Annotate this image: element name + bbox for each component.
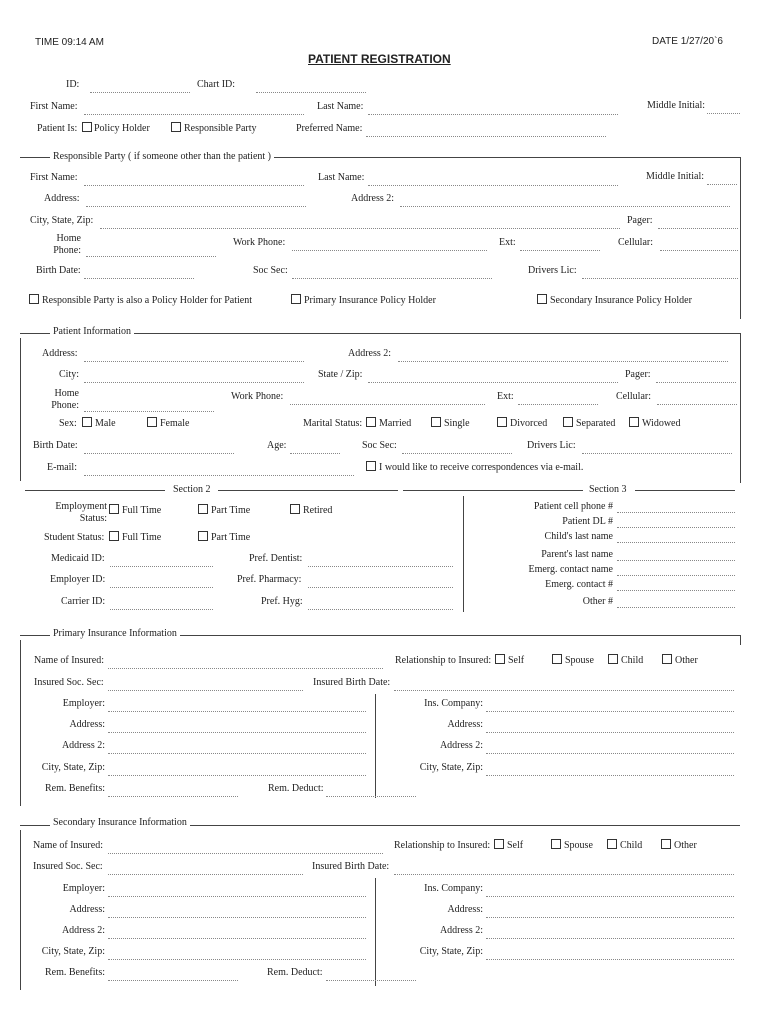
section-divider: [463, 496, 464, 612]
married-label: Married: [379, 418, 412, 429]
age-label: Age:: [267, 440, 287, 451]
info-ext-label: Ext:: [497, 391, 514, 402]
chart-id-label: Chart ID:: [197, 79, 236, 90]
pri-ins-company-label: Ins. Company:: [424, 698, 483, 709]
sec-city-state-zip-field[interactable]: [108, 959, 366, 960]
rp-primary-policy-checkbox[interactable]: [291, 294, 301, 304]
sex-label: Sex:: [59, 418, 77, 429]
sec-name-of-insured-field[interactable]: [108, 853, 383, 854]
pri-rem-benefits-field[interactable]: [108, 796, 238, 797]
patient-cell-label: Patient cell phone #: [533, 501, 613, 512]
info-pager-label: Pager:: [625, 369, 651, 380]
sec-other-checkbox[interactable]: [661, 839, 671, 849]
rp-primary-policy-label: Primary Insurance Policy Holder: [304, 295, 436, 306]
email-consent-label: I would like to receive correspondences via e-mail.: [379, 462, 584, 473]
employment-full-time-label: Full Time: [122, 505, 162, 516]
pri-name-of-insured-field[interactable]: [108, 668, 383, 669]
info-address2-label: Address 2:: [348, 348, 392, 359]
sec-insured-birth-date-field[interactable]: [394, 874, 734, 875]
sec-insured-soc-sec-label: Insured Soc. Sec:: [33, 861, 103, 872]
section2-left-line: [25, 490, 165, 491]
pri-city-state-zip-field[interactable]: [108, 775, 366, 776]
info-soc-sec-field[interactable]: [402, 453, 512, 454]
female-checkbox[interactable]: [147, 417, 157, 427]
info-home-label: Home: [54, 388, 79, 399]
married-checkbox[interactable]: [366, 417, 376, 427]
rp-birth-date-field[interactable]: [84, 278, 194, 279]
sec-city-state-zip-label: City, State, Zip:: [41, 946, 105, 957]
male-label: Male: [95, 418, 116, 429]
info-state-zip-field[interactable]: [368, 382, 618, 383]
pri-address-label: Address:: [69, 719, 105, 730]
preferred-name-field[interactable]: [366, 136, 606, 137]
section3-left-line: [403, 490, 583, 491]
patient-dl-field[interactable]: [617, 527, 735, 528]
responsible-party-label: Responsible Party: [184, 123, 257, 134]
emerg-contact-num-label: Emerg. contact #: [545, 579, 613, 590]
sec-name-of-insured-label: Name of Insured:: [33, 840, 103, 851]
last-name-field[interactable]: [368, 114, 618, 115]
pri-insured-birth-date-field[interactable]: [394, 690, 734, 691]
student-full-time-checkbox[interactable]: [109, 531, 119, 541]
rp-drivers-lic-field[interactable]: [582, 278, 738, 279]
rp-phone-label: Phone:: [53, 245, 81, 256]
info-work-phone-field[interactable]: [290, 404, 485, 405]
info-address-label: Address:: [42, 348, 78, 359]
pri-spouse-checkbox[interactable]: [552, 654, 562, 664]
emerg-contact-num-field[interactable]: [617, 590, 735, 591]
info-state-zip-label: State / Zip:: [318, 369, 363, 380]
sec-insured-soc-sec-field[interactable]: [108, 874, 303, 875]
pref-pharmacy-label: Pref. Pharmacy:: [237, 574, 302, 585]
other-number-field[interactable]: [617, 607, 735, 608]
rp-secondary-policy-label: Secondary Insurance Policy Holder: [550, 295, 692, 306]
rp-soc-sec-field[interactable]: [292, 278, 492, 279]
student-full-time-label: Full Time: [122, 532, 162, 543]
info-cellular-field[interactable]: [657, 404, 737, 405]
sec-self-label: Self: [507, 840, 524, 851]
sec-address-field[interactable]: [108, 917, 366, 918]
pri-ins-address-label: Address:: [447, 719, 483, 730]
rp-ext-field[interactable]: [520, 250, 600, 251]
info-birth-date-field[interactable]: [84, 453, 234, 454]
page-title: PATIENT REGISTRATION: [308, 52, 451, 66]
sec-relationship-label: Relationship to Insured:: [394, 840, 491, 851]
pri-other-checkbox[interactable]: [662, 654, 672, 664]
rp-city-state-zip-label: City, State, Zip:: [30, 215, 94, 226]
section3-title: Section 3: [589, 484, 627, 495]
pri-address2-label: Address 2:: [61, 740, 105, 751]
widowed-checkbox[interactable]: [629, 417, 639, 427]
primary-section-right-line: [740, 635, 741, 645]
sec-rem-benefits-field[interactable]: [108, 980, 238, 981]
emerg-contact-name-label: Emerg. contact name: [528, 564, 613, 575]
rp-policy-holder-checkbox[interactable]: [29, 294, 39, 304]
preferred-name-label: Preferred Name:: [296, 123, 363, 134]
email-field[interactable]: [84, 475, 354, 476]
patient-dl-label: Patient DL #: [562, 516, 613, 527]
rp-home-phone-field[interactable]: [86, 256, 216, 257]
pri-ins-address-field[interactable]: [486, 732, 734, 733]
sec-child-checkbox[interactable]: [607, 839, 617, 849]
info-drivers-lic-field[interactable]: [582, 453, 732, 454]
info-work-phone-label: Work Phone:: [231, 391, 284, 402]
rp-home-label: Home: [56, 233, 81, 244]
rp-pager-label: Pager:: [627, 215, 653, 226]
info-address2-field[interactable]: [398, 361, 728, 362]
sec-rem-benefits-label: Rem. Benefits:: [45, 967, 105, 978]
sec-rem-deduct-field[interactable]: [326, 980, 416, 981]
parents-last-name-label: Parent's last name: [541, 549, 613, 560]
sec-employer-label: Employer:: [62, 883, 105, 894]
rp-first-name-field[interactable]: [84, 185, 304, 186]
last-name-label: Last Name:: [317, 101, 364, 112]
pri-city-state-zip-label: City, State, Zip:: [41, 762, 105, 773]
divorced-label: Divorced: [510, 418, 548, 429]
rp-birth-date-label: Birth Date:: [36, 265, 81, 276]
middle-initial-field[interactable]: [707, 113, 740, 114]
info-section-title: Patient Information: [50, 326, 134, 338]
sec-other-label: Other: [674, 840, 697, 851]
responsible-section-right-line: [740, 157, 741, 319]
pref-dentist-label: Pref. Dentist:: [249, 553, 303, 564]
pri-rem-benefits-label: Rem. Benefits:: [45, 783, 105, 794]
sec-address2-field[interactable]: [108, 938, 366, 939]
info-city-field[interactable]: [84, 382, 304, 383]
first-name-label: First Name:: [30, 101, 78, 112]
rp-cellular-field[interactable]: [660, 250, 738, 251]
pri-insured-soc-sec-label: Insured Soc. Sec:: [34, 677, 104, 688]
rp-work-phone-label: Work Phone:: [233, 237, 286, 248]
chart-id-field[interactable]: [256, 92, 366, 93]
rp-address-label: Address:: [44, 193, 80, 204]
sec-ins-company-field[interactable]: [486, 896, 734, 897]
pri-relationship-label: Relationship to Insured:: [395, 655, 492, 666]
retired-label: Retired: [303, 505, 333, 516]
sec-ins-address2-label: Address 2:: [439, 925, 483, 936]
widowed-label: Widowed: [642, 418, 681, 429]
rp-secondary-policy-checkbox[interactable]: [537, 294, 547, 304]
sec-address2-label: Address 2:: [61, 925, 105, 936]
pri-insured-birth-date-label: Insured Birth Date:: [313, 677, 391, 688]
pri-ins-address2-label: Address 2:: [439, 740, 483, 751]
rp-city-state-zip-field[interactable]: [100, 228, 620, 229]
employment-label: Employment: [55, 501, 107, 512]
pri-child-label: Child: [621, 655, 644, 666]
single-checkbox[interactable]: [431, 417, 441, 427]
sec-spouse-label: Spouse: [564, 840, 593, 851]
rp-address2-field[interactable]: [400, 206, 730, 207]
pri-child-checkbox[interactable]: [608, 654, 618, 664]
medicaid-id-field[interactable]: [110, 566, 213, 567]
pref-hyg-label: Pref. Hyg:: [261, 596, 303, 607]
sec-ins-company-label: Ins. Company:: [424, 883, 483, 894]
info-home-phone-field[interactable]: [84, 411, 214, 412]
middle-initial-label: Middle Initial:: [647, 100, 706, 111]
info-drivers-lic-label: Drivers Lic:: [527, 440, 576, 451]
info-section-left-line: [20, 338, 21, 481]
pref-hyg-field[interactable]: [308, 609, 453, 610]
pri-rem-deduct-label: Rem. Deduct:: [268, 783, 324, 794]
sec-ins-address-label: Address:: [447, 904, 483, 915]
rp-ext-label: Ext:: [499, 237, 516, 248]
sec-child-label: Child: [620, 840, 643, 851]
policy-holder-checkbox[interactable]: [82, 122, 92, 132]
primary-divider: [375, 694, 376, 798]
sec-self-checkbox[interactable]: [494, 839, 504, 849]
policy-holder-label: Policy Holder: [94, 123, 150, 134]
email-consent-checkbox[interactable]: [366, 461, 376, 471]
male-checkbox[interactable]: [82, 417, 92, 427]
female-label: Female: [160, 418, 190, 429]
retired-checkbox[interactable]: [290, 504, 300, 514]
rp-policy-holder-label: Responsible Party is also a Policy Holder for Patient: [42, 295, 252, 306]
age-field[interactable]: [290, 453, 340, 454]
email-label: E-mail:: [47, 462, 77, 473]
other-number-label: Other #: [582, 596, 613, 607]
employment-status-label: Status:: [79, 513, 107, 524]
employer-id-label: Employer ID:: [50, 574, 106, 585]
info-address-field[interactable]: [84, 361, 304, 362]
rp-pager-field[interactable]: [658, 228, 738, 229]
pref-pharmacy-field[interactable]: [308, 587, 453, 588]
pri-other-label: Other: [675, 655, 698, 666]
pri-employer-label: Employer:: [62, 698, 105, 709]
emerg-contact-name-field[interactable]: [617, 575, 735, 576]
secondary-divider: [375, 878, 376, 986]
date-stamp: DATE 1/27/20`6: [652, 36, 723, 47]
pri-self-label: Self: [508, 655, 525, 666]
pri-ins-city-state-zip-field[interactable]: [486, 775, 734, 776]
rp-last-name-field[interactable]: [368, 185, 618, 186]
employer-id-field[interactable]: [110, 587, 213, 588]
marital-status-label: Marital Status:: [303, 418, 363, 429]
id-field[interactable]: [90, 92, 190, 93]
childs-last-name-label: Child's last name: [544, 531, 613, 542]
responsible-section-title: Responsible Party ( if someone other than the patient ): [50, 151, 274, 163]
pri-insured-soc-sec-field[interactable]: [108, 690, 303, 691]
info-section-right-line: [740, 333, 741, 483]
info-phone-label: Phone:: [51, 400, 79, 411]
secondary-section-title: Secondary Insurance Information: [50, 817, 190, 829]
student-part-time-checkbox[interactable]: [198, 531, 208, 541]
first-name-field[interactable]: [84, 114, 304, 115]
rp-address-field[interactable]: [86, 206, 306, 207]
sec-ins-city-state-zip-field[interactable]: [486, 959, 734, 960]
primary-section-left-line: [20, 640, 21, 806]
pref-dentist-field[interactable]: [308, 566, 453, 567]
separated-label: Separated: [576, 418, 616, 429]
rp-middle-initial-label: Middle Initial:: [646, 171, 705, 182]
info-soc-sec-label: Soc Sec:: [362, 440, 397, 451]
parents-last-name-field[interactable]: [617, 560, 735, 561]
pri-ins-city-state-zip-label: City, State, Zip:: [419, 762, 483, 773]
sec-insured-birth-date-label: Insured Birth Date:: [312, 861, 390, 872]
sec-rem-deduct-label: Rem. Deduct:: [267, 967, 323, 978]
separated-checkbox[interactable]: [563, 417, 573, 427]
info-pager-field[interactable]: [656, 382, 736, 383]
secondary-section-left-line: [20, 830, 21, 990]
employment-full-time-checkbox[interactable]: [109, 504, 119, 514]
pri-ins-address2-field[interactable]: [486, 753, 734, 754]
info-ext-field[interactable]: [518, 404, 598, 405]
sec-ins-address-field[interactable]: [486, 917, 734, 918]
pri-employer-field[interactable]: [108, 711, 366, 712]
pri-rem-deduct-field[interactable]: [326, 796, 416, 797]
sec-spouse-checkbox[interactable]: [551, 839, 561, 849]
pri-address-field[interactable]: [108, 732, 366, 733]
rp-first-name-label: First Name:: [30, 172, 78, 183]
rp-drivers-lic-label: Drivers Lic:: [528, 265, 577, 276]
patient-is-label: Patient Is:: [37, 123, 78, 134]
medicaid-id-label: Medicaid ID:: [51, 553, 105, 564]
pri-address2-field[interactable]: [108, 753, 366, 754]
single-label: Single: [444, 418, 470, 429]
sec-ins-address2-field[interactable]: [486, 938, 734, 939]
primary-section-title: Primary Insurance Information: [50, 628, 180, 640]
info-cellular-label: Cellular:: [616, 391, 651, 402]
info-birth-date-label: Birth Date:: [33, 440, 78, 451]
sec-ins-city-state-zip-label: City, State, Zip:: [419, 946, 483, 957]
pri-spouse-label: Spouse: [565, 655, 594, 666]
student-part-time-label: Part Time: [211, 532, 251, 543]
carrier-id-label: Carrier ID:: [61, 596, 106, 607]
rp-middle-initial-field[interactable]: [707, 184, 737, 185]
rp-cellular-label: Cellular:: [618, 237, 653, 248]
time-stamp: TIME 09:14 AM: [35, 37, 104, 48]
rp-address2-label: Address 2:: [351, 193, 395, 204]
sec-employer-field[interactable]: [108, 896, 366, 897]
childs-last-name-field[interactable]: [617, 542, 735, 543]
divorced-checkbox[interactable]: [497, 417, 507, 427]
carrier-id-field[interactable]: [110, 609, 213, 610]
pri-ins-company-field[interactable]: [486, 711, 734, 712]
rp-work-phone-field[interactable]: [292, 250, 487, 251]
patient-cell-field[interactable]: [617, 512, 735, 513]
section3-right-line: [635, 490, 735, 491]
pri-self-checkbox[interactable]: [495, 654, 505, 664]
section2-right-line: [218, 490, 398, 491]
info-city-label: City:: [59, 369, 80, 380]
pri-name-of-insured-label: Name of Insured:: [34, 655, 104, 666]
student-status-label: Student Status:: [44, 532, 105, 543]
section2-title: Section 2: [173, 484, 211, 495]
rp-soc-sec-label: Soc Sec:: [253, 265, 288, 276]
sec-address-label: Address:: [69, 904, 105, 915]
responsible-party-checkbox[interactable]: [171, 122, 181, 132]
employment-part-time-checkbox[interactable]: [198, 504, 208, 514]
rp-last-name-label: Last Name:: [318, 172, 365, 183]
employment-part-time-label: Part Time: [211, 505, 251, 516]
id-label: ID:: [66, 79, 80, 90]
